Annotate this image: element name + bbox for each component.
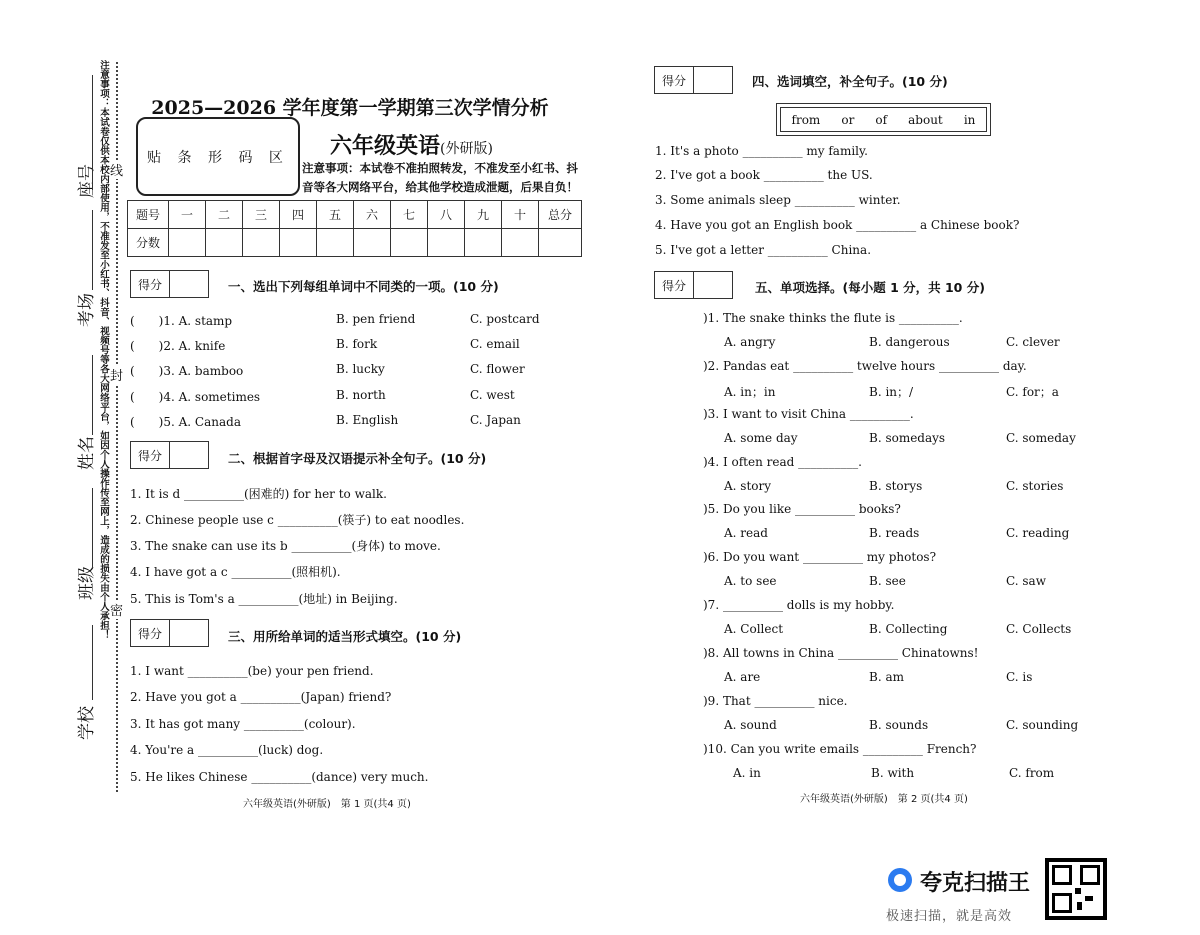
score-header-cell: 九 <box>465 201 502 229</box>
score-box-blank[interactable] <box>170 271 208 297</box>
score-box-label: 得分 <box>655 67 694 93</box>
score-cell[interactable] <box>391 229 428 257</box>
s2-q3: 3. The snake can use its b __________(身体) to move. <box>130 539 441 553</box>
blank-class[interactable] <box>92 488 94 568</box>
s3-q1: 1. I want __________(be) your pen friend. <box>130 664 374 678</box>
s4-q2: 2. I've got a book __________ the US. <box>655 168 873 182</box>
s5-q3-a: A. some day <box>724 431 798 445</box>
word-bank <box>780 107 987 132</box>
s5-q3: )3. I want to visit China __________. <box>703 407 914 421</box>
score-box-label: 得分 <box>131 271 170 297</box>
s2-q1: 1. It is d __________(困难的) for her to walk. <box>130 487 387 501</box>
scanner-logo-icon <box>888 868 912 892</box>
s5-q4-c: C. stories <box>1006 479 1064 493</box>
section4-title: 四、选词填空，补全句子。(10 分) <box>752 74 948 89</box>
word-bank-item: about <box>908 112 943 127</box>
score-table-header-row <box>128 201 582 229</box>
s1-q5-b: B. English <box>336 413 399 427</box>
word-bank-item: in <box>963 112 976 127</box>
subject-name: 六年级英语 <box>330 133 441 159</box>
section3-score-box <box>130 619 209 647</box>
s5-q8-b: B. am <box>869 670 904 684</box>
score-header-cell: 七 <box>391 201 428 229</box>
scanner-slogan: 极速扫描，就是高效 <box>886 909 1013 924</box>
s5-q8-a: A. are <box>724 670 761 684</box>
s2-q2: 2. Chinese people use c __________(筷子) to eat noodles. <box>130 513 465 527</box>
section2-title: 二、根据首字母及汉语提示补全句子。(10 分) <box>228 451 487 466</box>
score-box-blank[interactable] <box>694 272 732 298</box>
score-table-score-row <box>128 229 582 257</box>
score-box-label: 得分 <box>131 620 170 646</box>
score-header-cell: 十 <box>502 201 539 229</box>
score-cell[interactable] <box>169 229 206 257</box>
s1-q4-a: ( )4. A. sometimes <box>130 390 261 404</box>
blank-seat-number[interactable] <box>92 75 94 190</box>
s5-q9-a: A. sound <box>724 718 777 732</box>
s5-q7-c: C. Collects <box>1006 622 1072 636</box>
label-seat-number: 座号 <box>77 164 97 198</box>
score-cell[interactable] <box>354 229 391 257</box>
s1-q3-a: ( )3. A. bamboo <box>130 364 244 378</box>
s5-q9: )9. That __________ nice. <box>703 694 848 708</box>
s1-q2-c: C. email <box>470 337 520 351</box>
barcode-label: 贴 条 形 码 区 <box>147 149 289 166</box>
s5-q1-b: B. dangerous <box>869 335 950 349</box>
section5-score-box <box>654 271 733 299</box>
score-box-blank[interactable] <box>170 620 208 646</box>
s1-q1-c: C. postcard <box>470 312 540 326</box>
barcode-area <box>136 117 300 196</box>
qr-code-icon <box>1045 858 1107 920</box>
s5-q9-b: B. sounds <box>869 718 929 732</box>
score-cell[interactable] <box>206 229 243 257</box>
score-header-cell: 八 <box>428 201 465 229</box>
score-header-cell: 二 <box>206 201 243 229</box>
s5-q7-a: A. Collect <box>724 622 784 636</box>
s5-q3-b: B. somedays <box>869 431 946 445</box>
s5-q9-c: C. sounding <box>1006 718 1079 732</box>
score-header-cell: 四 <box>280 201 317 229</box>
score-box-label: 得分 <box>655 272 694 298</box>
s5-q10: )10. Can you write emails __________ French? <box>703 742 977 756</box>
score-box-blank[interactable] <box>170 442 208 468</box>
s5-q6-c: C. saw <box>1006 574 1046 588</box>
score-cell[interactable] <box>502 229 539 257</box>
s5-q7: )7. __________ dolls is my hobby. <box>703 598 895 612</box>
section1-score-box <box>130 270 209 298</box>
score-header-cell: 三 <box>243 201 280 229</box>
label-exam-room: 考场 <box>77 293 97 327</box>
s1-q5-c: C. Japan <box>470 413 521 427</box>
s5-q2-a: A. in；in <box>724 385 776 399</box>
score-table <box>127 200 582 257</box>
s5-q5: )5. Do you like __________ books? <box>703 502 901 516</box>
s5-q8-c: C. is <box>1006 670 1033 684</box>
s1-q2-a: ( )2. A. knife <box>130 339 226 353</box>
score-box-label: 得分 <box>131 442 170 468</box>
s3-q2: 2. Have you got a __________(Japan) friend? <box>130 690 392 704</box>
s5-q10-b: B. with <box>871 766 915 780</box>
s4-q3: 3. Some animals sleep __________ winter. <box>655 193 901 207</box>
s2-q5: 5. This is Tom's a __________(地址) in Beijing. <box>130 592 398 606</box>
s1-q3-c: C. flower <box>470 362 525 376</box>
s3-q5: 5. He likes Chinese __________(dance) very much. <box>130 770 429 784</box>
score-cell[interactable] <box>428 229 465 257</box>
s2-q4: 4. I have got a c __________(照相机). <box>130 565 341 579</box>
label-name: 姓名 <box>77 436 97 470</box>
s5-q6-b: B. see <box>869 574 906 588</box>
s3-q4: 4. You're a __________(luck) dog. <box>130 743 324 757</box>
score-cell[interactable] <box>539 229 582 257</box>
score-header-cell: 总分 <box>539 201 582 229</box>
blank-name[interactable] <box>92 355 94 435</box>
blank-school[interactable] <box>92 625 94 700</box>
s5-q8: )8. All towns in China __________ Chinatowns! <box>703 646 979 660</box>
s5-q4-b: B. storys <box>869 479 923 493</box>
blank-exam-room[interactable] <box>92 210 94 290</box>
s1-q2-b: B. fork <box>336 337 378 351</box>
subject-edition: (外研版) <box>440 141 493 157</box>
seal-char-feng: 封 <box>110 365 123 384</box>
s5-q2-c: C. for；a <box>1006 385 1059 399</box>
exam-notice: 注意事项：本试卷不准拍照转发，不准发至小红书、抖音等各大网络平台，给其他学校造成泄题，后果自负！ <box>302 161 578 194</box>
s5-q5-c: C. reading <box>1006 526 1070 540</box>
s5-q10-a: A. in <box>733 766 761 780</box>
binding-notice: 注意事项：本试卷仅供本校内部使用，不准发至小红书、抖音、视频号等各大网络平台，如因个人操作传至网上，造成的损失由个人承担！ <box>98 60 109 640</box>
s5-q1-c: C. clever <box>1006 335 1060 349</box>
score-cell[interactable] <box>465 229 502 257</box>
seal-char-xian: 线 <box>110 160 123 179</box>
score-cell[interactable] <box>280 229 317 257</box>
s5-q4: )4. I often read __________. <box>703 455 862 469</box>
s5-q5-a: A. read <box>724 526 768 540</box>
label-school: 学校 <box>77 706 97 740</box>
score-header-cell: 一 <box>169 201 206 229</box>
word-bank-item: of <box>875 112 888 127</box>
page2-footer: 六年级英语(外研版) 第 2 页(共4 页) <box>800 794 968 805</box>
s4-q4: 4. Have you got an English book __________ a Chinese book? <box>655 218 1020 232</box>
section4-score-box <box>654 66 733 94</box>
s5-q6-a: A. to see <box>724 574 777 588</box>
s5-q5-b: B. reads <box>869 526 920 540</box>
s5-q4-a: A. story <box>724 479 772 493</box>
score-header-cell: 五 <box>317 201 354 229</box>
s5-q2: )2. Pandas eat __________ twelve hours __________ day. <box>703 359 1027 373</box>
score-box-blank[interactable] <box>694 67 732 93</box>
s5-q2-b: B. in；/ <box>869 385 914 399</box>
label-class: 班级 <box>77 566 97 600</box>
section2-score-box <box>130 441 209 469</box>
s4-q1: 1. It's a photo __________ my family. <box>655 144 868 158</box>
s1-q3-b: B. lucky <box>336 362 385 376</box>
score-cell[interactable] <box>317 229 354 257</box>
s5-q6: )6. Do you want __________ my photos? <box>703 550 937 564</box>
s5-q3-c: C. someday <box>1006 431 1076 445</box>
s5-q10-c: C. from <box>1009 766 1055 780</box>
score-row-label: 分数 <box>128 229 169 257</box>
exam-title: 2025—2026 学年度第一学期第三次学情分析 <box>151 97 549 119</box>
section1-title: 一、选出下列每组单词中不同类的一项。(10 分) <box>228 279 499 294</box>
score-cell[interactable] <box>243 229 280 257</box>
s1-q5-a: ( )5. A. Canada <box>130 415 241 429</box>
s1-q1-b: B. pen friend <box>336 312 416 326</box>
s1-q4-b: B. north <box>336 388 386 402</box>
s1-q4-c: C. west <box>470 388 515 402</box>
subject-title <box>330 129 493 160</box>
word-bank-item: from <box>791 112 821 127</box>
word-bank-item: or <box>841 112 855 127</box>
s1-q1-a: ( )1. A. stamp <box>130 314 233 328</box>
s4-q5: 5. I've got a letter __________ China. <box>655 243 872 257</box>
s3-q3: 3. It has got many __________(colour). <box>130 717 356 731</box>
score-header-cell: 题号 <box>128 201 169 229</box>
page1-footer: 六年级英语(外研版) 第 1 页(共4 页) <box>243 799 411 810</box>
s5-q1-a: A. angry <box>724 335 776 349</box>
score-header-cell: 六 <box>354 201 391 229</box>
section5-title: 五、单项选择。(每小题 1 分，共 10 分) <box>755 280 985 295</box>
scanner-brand: 夸克扫描王 <box>920 871 1031 896</box>
s5-q7-b: B. Collecting <box>869 622 948 636</box>
section3-title: 三、用所给单词的适当形式填空。(10 分) <box>228 629 462 644</box>
seal-char-mi: 密 <box>110 600 123 619</box>
s5-q1: )1. The snake thinks the flute is __________. <box>703 311 963 325</box>
